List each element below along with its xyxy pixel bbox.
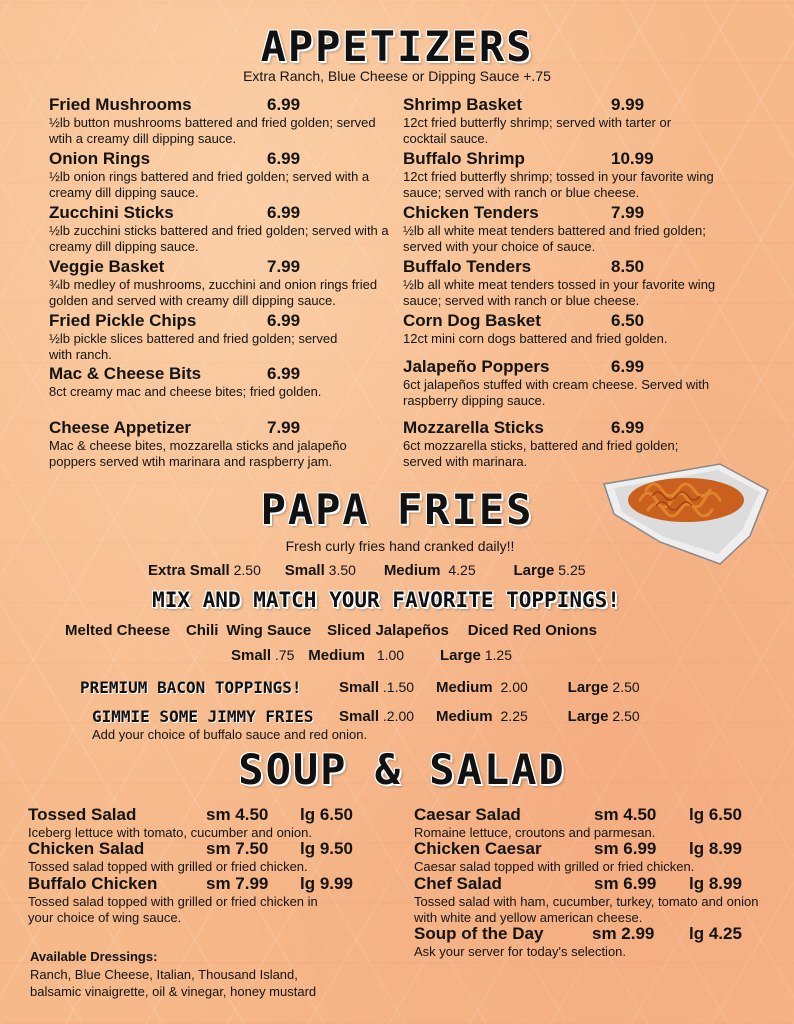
- topping-item: Melted Cheese: [65, 622, 171, 639]
- menu-item-chef-salad: [414, 874, 759, 926]
- appetizers-note: Extra Ranch, Blue Cheese or Dipping Sauce +.75: [243, 68, 551, 84]
- item-price-small: sm 2.99: [592, 924, 655, 943]
- jimmy-fries-sizes: [339, 708, 640, 725]
- item-price-large: lg 4.25: [689, 924, 742, 943]
- item-name: Chicken Tenders: [403, 203, 539, 222]
- fries-sizes: [148, 562, 586, 579]
- menu-item-chicken-tenders: [403, 203, 748, 255]
- size-label: Extra Small: [148, 562, 230, 579]
- size-price: 2.50: [233, 562, 261, 578]
- item-desc: 6ct jalapeños stuffed with cream cheese. Served with raspberry dipping sauce.: [403, 377, 710, 408]
- item-name: Chicken Caesar: [414, 839, 542, 858]
- premium-bacon-sizes: [339, 679, 640, 696]
- item-desc: 12ct mini corn dogs battered and fried golden.: [403, 331, 668, 346]
- item-price: 7.99: [267, 418, 301, 437]
- item-name: Fried Mushrooms: [49, 95, 192, 114]
- item-desc: Tossed salad with ham, cucumber, turkey, tomato and onion with white and yellow american cheese.: [414, 894, 759, 925]
- soup-salad-title: SOUP & SALAD: [238, 745, 566, 794]
- menu-item-buffalo-shrimp: [403, 149, 748, 201]
- menu-item-shrimp-basket: [403, 95, 708, 147]
- item-desc: Romaine lettuce, croutons and parmesan.: [414, 825, 656, 840]
- papa-fries-title: PAPA FRIES: [260, 485, 534, 534]
- item-desc: ½lb pickle slices battered and fried golden; served with ranch.: [49, 331, 338, 362]
- item-price: 6.99: [611, 418, 645, 437]
- size-price: 1.25: [484, 647, 512, 663]
- item-price: 7.99: [611, 203, 645, 222]
- menu-item-mac-cheese-bits: [49, 364, 399, 400]
- item-name: Jalapeño Poppers: [403, 357, 550, 376]
- item-name: Tossed Salad: [28, 805, 137, 824]
- menu-item-chicken-caesar: [414, 839, 759, 875]
- item-name: Soup of the Day: [414, 924, 544, 943]
- item-name: Buffalo Tenders: [403, 257, 532, 276]
- topping-item: Diced Red Onions: [467, 622, 597, 639]
- size-price: .2.00: [382, 708, 415, 724]
- size-price: .1.50: [382, 679, 415, 695]
- item-price-large: lg 9.99: [300, 874, 353, 893]
- item-desc: Tossed salad topped with grilled or fried chicken in your choice of wing sauce.: [28, 894, 318, 925]
- size-label: Small: [339, 708, 380, 725]
- item-price: 9.99: [611, 95, 645, 114]
- item-desc: Caesar salad topped with grilled or fried chicken.: [414, 859, 695, 874]
- item-desc: Mac & cheese bites, mozzarella sticks and jalapeño poppers served wtih marinara and raspberry jam.: [49, 438, 347, 469]
- menu-item-onion-rings: [49, 149, 399, 201]
- menu-item-cheese-appetizer: [49, 418, 379, 470]
- item-price: 10.99: [611, 149, 654, 168]
- size-price: .75: [274, 647, 295, 663]
- topping-item: Wing Sauce: [226, 622, 312, 639]
- size-price: 2.25: [500, 708, 528, 724]
- size-label: Small: [231, 647, 272, 664]
- size-label: Large: [439, 647, 481, 664]
- item-price: 7.99: [267, 257, 301, 276]
- item-price-large: lg 8.99: [689, 839, 742, 858]
- menu-item-buffalo-tenders: [403, 257, 748, 309]
- item-name: Mac & Cheese Bits: [49, 364, 202, 383]
- size-price: 1.00: [376, 647, 405, 663]
- item-price-small: sm 6.99: [594, 874, 657, 893]
- item-desc: 6ct mozzarella sticks, battered and fried golden; served with marinara.: [403, 438, 679, 469]
- item-name: Shrimp Basket: [403, 95, 523, 114]
- item-price-small: sm 4.50: [594, 805, 657, 824]
- size-label: Large: [567, 708, 609, 725]
- item-desc: ½lb onion rings battered and fried golden; served with a creamy dill dipping sauce.: [49, 169, 370, 200]
- jimmy-fries-title: GIMMIE SOME JIMMY FRIES: [92, 707, 314, 726]
- item-desc: 12ct fried butterfly shrimp; served with tarter or cocktail sauce.: [403, 115, 672, 146]
- item-desc: ½lb all white meat tenders battered and fried golden; served with your choice of sauce.: [403, 223, 706, 254]
- size-price: 3.50: [328, 562, 356, 578]
- menu-item-buffalo-chicken: [28, 874, 353, 926]
- item-price: 6.99: [267, 364, 301, 383]
- menu-item-soup-of-the-day: [414, 924, 759, 960]
- size-price: 2.50: [612, 708, 640, 724]
- item-price: 6.50: [611, 311, 645, 330]
- item-name: Veggie Basket: [49, 257, 165, 276]
- size-label: Medium: [435, 679, 493, 696]
- item-price-large: lg 6.50: [300, 805, 353, 824]
- menu-item-fried-mushrooms: [49, 95, 399, 147]
- item-name: Buffalo Shrimp: [403, 149, 525, 168]
- menu-item-veggie-basket: [49, 257, 399, 309]
- item-desc: ½lb zucchini sticks battered and fried golden; served with a creamy dill dipping sauce.: [49, 223, 389, 254]
- item-price-small: sm 4.50: [206, 805, 269, 824]
- item-price-large: lg 6.50: [689, 805, 742, 824]
- item-desc: Iceberg lettuce with tomato, cucumber and onion.: [28, 825, 312, 840]
- item-desc: Tossed salad topped with grilled or fried chicken.: [28, 859, 308, 874]
- item-price-small: sm 7.50: [206, 839, 269, 858]
- item-price-small: sm 6.99: [594, 839, 657, 858]
- item-desc: ½lb all white meat tenders tossed in your favorite wing sauce; served with ranch or blue cheese.: [403, 277, 716, 308]
- menu-item-fried-pickle-chips: [49, 311, 339, 363]
- size-price: 2.50: [612, 679, 640, 695]
- premium-bacon-title: PREMIUM BACON TOPPINGS!: [80, 678, 302, 697]
- item-desc: 8ct creamy mac and cheese bites; fried golden.: [49, 384, 322, 399]
- item-price: 6.99: [611, 357, 645, 376]
- size-label: Large: [513, 562, 555, 579]
- menu-item-corn-dog-basket: [403, 311, 748, 347]
- item-price: 6.99: [267, 203, 301, 222]
- item-name: Chicken Salad: [28, 839, 145, 858]
- size-label: Medium: [383, 562, 441, 579]
- size-price: 2.00: [500, 679, 528, 695]
- item-name: Corn Dog Basket: [403, 311, 541, 330]
- toppings-list: [65, 622, 597, 639]
- item-name: Buffalo Chicken: [28, 874, 158, 893]
- topping-sizes: [231, 647, 512, 664]
- item-name: Mozzarella Sticks: [403, 418, 544, 437]
- item-name: Zucchini Sticks: [49, 203, 174, 222]
- item-desc: Ask your server for today's selection.: [414, 944, 627, 959]
- size-label: Small: [339, 679, 380, 696]
- item-name: Onion Rings: [49, 149, 151, 168]
- item-price: 6.99: [267, 95, 301, 114]
- menu-item-tossed-salad: [28, 805, 378, 841]
- size-label: Medium: [435, 708, 493, 725]
- item-price-large: lg 9.50: [300, 839, 353, 858]
- item-desc: ½lb button mushrooms battered and fried golden; served wtih a creamy dill dipping sauce.: [49, 115, 376, 146]
- menu-item-caesar-salad: [414, 805, 759, 841]
- item-price-large: lg 8.99: [689, 874, 742, 893]
- appetizers-title: APPETIZERS: [260, 22, 534, 71]
- size-price: 5.25: [558, 562, 586, 578]
- menu-item-zucchini-sticks: [49, 203, 399, 255]
- size-price: 4.25: [448, 562, 476, 578]
- size-label: Large: [567, 679, 609, 696]
- size-label: Medium: [308, 647, 365, 664]
- item-price: 6.99: [267, 149, 301, 168]
- item-desc: 12ct fried butterfly shrimp; tossed in your favorite wing sauce; served with ranch or blue cheese.: [403, 169, 714, 200]
- size-label: Small: [284, 562, 325, 579]
- toppings-title: MIX AND MATCH YOUR FAVORITE TOPPINGS!: [152, 588, 620, 612]
- item-name: Fried Pickle Chips: [49, 311, 197, 330]
- menu-item-chicken-salad: [28, 839, 378, 875]
- item-name: Cheese Appetizer: [49, 418, 192, 437]
- topping-item: Sliced Jalapeños: [327, 622, 449, 639]
- item-desc: ¾lb medley of mushrooms, zucchini and onion rings fried golden and served with creamy dill dipping sauce.: [49, 277, 378, 308]
- menu-item-jalapeno-poppers: [403, 357, 748, 409]
- item-price-small: sm 7.99: [206, 874, 269, 893]
- topping-item: Chili: [185, 622, 219, 639]
- jimmy-fries-desc: Add your choice of buffalo sauce and red onion.: [92, 727, 368, 742]
- item-name: Caesar Salad: [414, 805, 521, 824]
- item-name: Chef Salad: [414, 874, 502, 893]
- fries-tagline: Fresh curly fries hand cranked daily!!: [285, 538, 515, 554]
- item-price: 8.50: [611, 257, 645, 276]
- dressings-title: Available Dressings:: [30, 949, 158, 964]
- dressings-list: Ranch, Blue Cheese, Italian, Thousand Island, balsamic vinaigrette, oil & vinegar, honey mustard: [30, 967, 317, 999]
- item-price: 6.99: [267, 311, 301, 330]
